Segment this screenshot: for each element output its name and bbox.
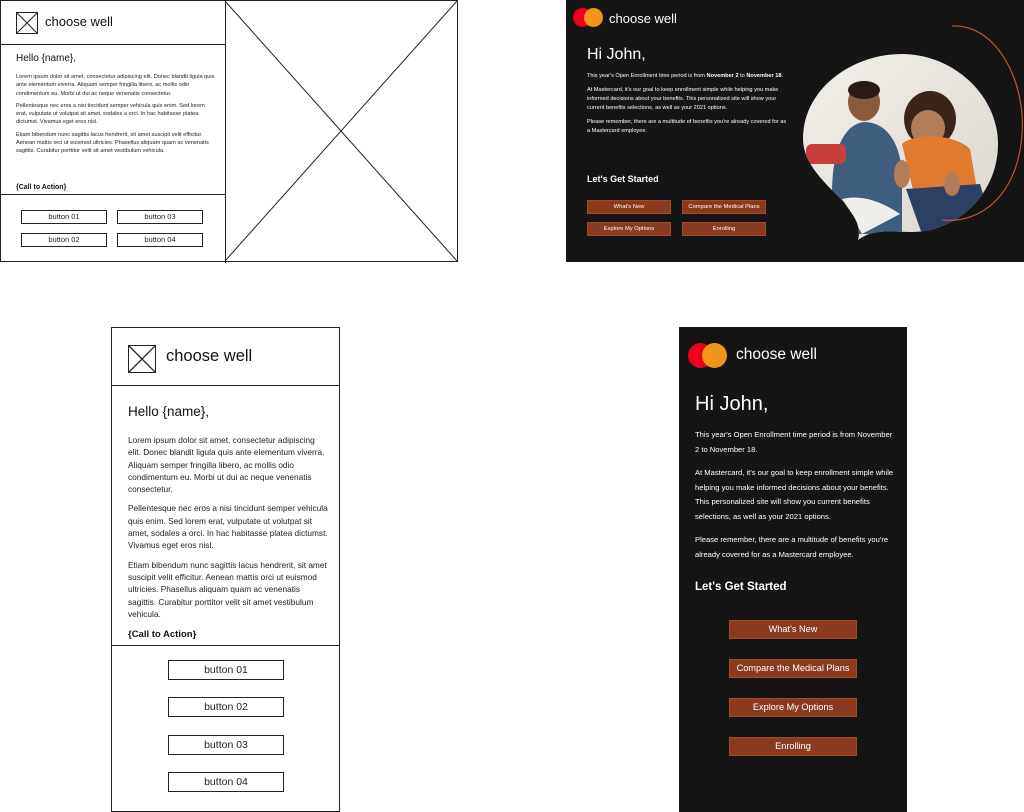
enrollment-paragraph: This year's Open Enrollment time period is from November 2 to November 18. [695,430,893,454]
desktop-wireframe [0,0,458,262]
enrolling-button[interactable]: Enrolling [729,737,857,756]
explore-my-options-button[interactable]: Explore My Options [729,698,857,717]
button-03[interactable]: button 03 [117,210,203,224]
paragraph: Etiam bibendum nunc sagittis lacus hendrerit, sit amet suscipit velit efficitur. Aenean mattis orci ut euismod ultricies. Phasellus aliquam quam ac venenatis sagittis. Curabitur porttitor velit sit amet vestibulum vehicula. [16,131,209,155]
whats-new-button[interactable]: What's New [729,620,857,639]
button-01[interactable]: button 01 [21,210,107,224]
enrollment-paragraph: This year's Open Enrollment time period is from November 2 to November 18. [587,73,784,79]
paragraph: Lorem ipsum dolor sit amet, consectetur adipiscing elit. Donec blandit ligula quis ante elementum viverra. Aliquam semper fringilla libero, ac mollis odio condimentum eu. Morbi ut dui ac neque venenatis consectetur. [16,74,215,97]
mobile-mockup [679,327,907,812]
button-01[interactable]: button 01 [168,660,284,680]
header-divider [1,44,225,45]
buttons-divider [112,645,339,646]
button-02[interactable]: button 02 [21,233,107,247]
greeting: Hi John, [587,46,646,63]
body-copy [128,434,328,627]
mastercard-logo-icon [573,8,603,28]
paragraph: Pellentesque nec eros a nisi tincidunt semper vehicula quis enim. Sed lorem erat, vulputate ut volutpat sit amet, sodales a orci. In hac habitasse platea dictumst. Vivamus eget eros nisl. [128,503,328,551]
paragraph: Lorem ipsum dolor sit amet, consectetur adipiscing elit. Donec blandit ligula quis ante elementum viverra. Aliquam semper fringilla libero, ac mollis odio condimentum eu. Morbi ut dui ac neque venenatis consectetur. [128,435,325,495]
brand-name: choose well [45,14,113,29]
body-copy [16,73,216,160]
mastercard-logo-icon [688,343,728,369]
paragraph: Pellentesque nec eros a nisi tincidunt semper vehicula quis enim. Sed lorem erat, vulputate ut volutpat sit amet, sodales a orci. In hac habitasse platea dictumst. Vivamus eget eros nisl. [16,102,205,126]
enrolling-button[interactable]: Enrolling [682,222,766,236]
call-to-action-heading: {Call to Action} [128,629,197,640]
desktop-mockup [566,0,1024,262]
greeting: Hello {name}, [128,404,210,419]
paragraph: Please remember, there are a multitude of benefits you're already covered for as a Mastercard employee. [587,119,787,134]
paragraph: At Mastercard, it's our goal to keep enrollment simple while helping you make informed decisions about your benefits. This personalized site will show your current benefits selections, as well as your 2021 options. [587,87,779,111]
paragraph: Please remember, there are a multitude of benefits you're already covered for as a Mastercard employee. [695,535,889,559]
button-04[interactable]: button 04 [168,772,284,792]
lets-get-started-heading: Let's Get Started [695,581,787,593]
button-04[interactable]: button 04 [117,233,203,247]
button-03[interactable]: button 03 [168,735,284,755]
brand-name: choose well [609,11,677,26]
paragraph: Etiam bibendum nunc sagittis lacus hendrerit, sit amet suscipit velit efficitur. Aenean mattis orci ut euismod ultricies. Phasellus aliquam quam ac venenatis sagittis. Curabitur porttitor velit sit amet vestibulum vehicula. [128,559,327,619]
call-to-action-heading: {Call to Action} [16,184,67,191]
body-copy [695,428,895,571]
image-placeholder-icon [225,1,457,261]
wireframe-content-column [1,1,226,263]
mobile-wireframe [111,327,340,812]
button-02[interactable]: button 02 [168,697,284,717]
lets-get-started-heading: Let's Get Started [587,174,659,184]
greeting: Hello {name}, [16,53,77,64]
paragraph: At Mastercard, it's our goal to keep enrollment simple while helping you make informed decisions about your benefits. This personalized site will show you current benefits selections, as well as your 2021 options. [695,468,894,521]
explore-my-options-button[interactable]: Explore My Options [587,222,671,236]
header-divider [112,385,339,386]
compare-medical-plans-button[interactable]: Compare the Medical Plans [729,659,857,678]
compare-medical-plans-button[interactable]: Compare the Medical Plans [682,200,766,214]
buttons-divider [1,194,225,195]
whats-new-button[interactable]: What's New [587,200,671,214]
body-copy [587,72,787,141]
brand-name: choose well [166,347,253,365]
greeting: Hi John, [695,393,769,415]
family-photo [802,24,1024,246]
placeholder-logo-icon [128,345,156,373]
placeholder-logo-icon [16,12,38,34]
brand-name: choose well [736,346,817,363]
